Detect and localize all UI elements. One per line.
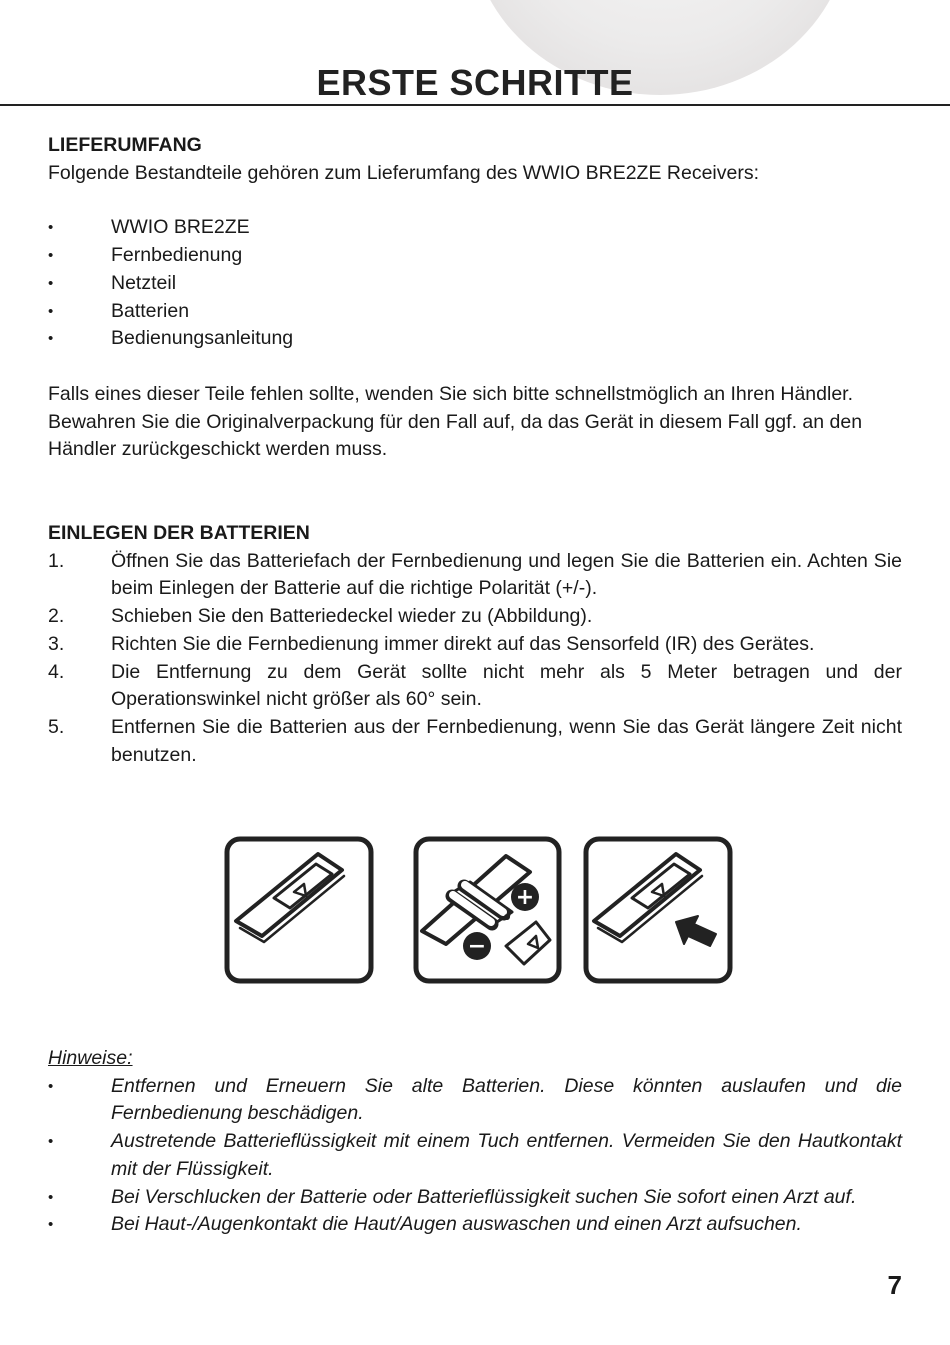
- battery-steps: [48, 548, 902, 770]
- notes-section: [48, 1045, 902, 1239]
- minus-icon: [463, 932, 491, 960]
- step-number: 3.: [48, 632, 65, 655]
- page-number: 7: [887, 1270, 902, 1300]
- section-heading-batteries: EINLEGEN DER BATTERIEN: [48, 522, 310, 545]
- plus-icon: [511, 883, 539, 911]
- main-content: [48, 132, 902, 769]
- list-item: • Netzteil: [48, 270, 902, 298]
- step-item: [48, 714, 902, 769]
- step-item: [48, 548, 902, 603]
- list-item: • Bedienungsanleitung: [48, 325, 902, 353]
- notes-title: Hinweise:: [48, 1047, 133, 1069]
- plus-symbol: +: [515, 885, 535, 910]
- header-rule: [0, 104, 950, 106]
- minus-symbol: −: [467, 934, 487, 959]
- note-item: • Entfernen und Erneuern Sie alte Batterien. Diese könnten auslaufen und die Fernbedienung beschädigen.: [48, 1073, 902, 1128]
- arrow-icon: [676, 916, 716, 946]
- list-item: • Batterien: [48, 298, 902, 326]
- step-number: 2.: [48, 605, 65, 628]
- page-title: ERSTE SCHRITTE: [316, 62, 634, 104]
- remote-closed-icon: [227, 839, 371, 981]
- section-heading-scope: LIEFERUMFANG: [48, 134, 202, 156]
- scope-intro: Folgende Bestandteile gehören zum Lieferumfang des WWIO BRE2ZE Receivers:: [48, 161, 760, 184]
- step-text: Entfernen Sie die Batterien aus der Fernbedienung, wenn Sie das Gerät längere Zeit nicht benutzen.: [111, 715, 902, 766]
- remote-open-icon: [416, 839, 559, 981]
- list-item: • WWIO BRE2ZE: [48, 214, 902, 242]
- scope-closing: Falls eines dieser Teile fehlen sollte, wenden Sie sich bitte schnellstmöglich an Ihren Händler. Bewahren Sie die Originalverpackung für den Fall auf, da das Gerät in diesem Fall ggf. an den Händler zurückgeschickt werden muss.: [48, 382, 863, 461]
- step-item: [48, 603, 902, 631]
- list-item: • Fernbedienung: [48, 242, 902, 270]
- battery-illustration: [224, 836, 734, 986]
- step-text: Öffnen Sie das Batteriefach der Fernbedienung und legen Sie die Batterien ein. Achten Sie beim Einlegen der Batterie auf die richtige Polarität (+/-).: [111, 549, 902, 600]
- notes-list: [48, 1073, 902, 1239]
- remote-closing-icon: [586, 839, 730, 981]
- scope-list: [48, 214, 902, 353]
- step-number: 5.: [48, 715, 65, 738]
- note-item: • Bei Haut-/Augenkontakt die Haut/Augen auswaschen und einen Arzt aufsuchen.: [48, 1211, 902, 1239]
- note-item: • Austretende Batterieflüssigkeit mit einem Tuch entfernen. Vermeiden Sie den Hautkontakt mit der Flüssigkeit.: [48, 1128, 902, 1183]
- step-text: Schieben Sie den Batteriedeckel wieder zu (Abbildung).: [111, 605, 593, 628]
- step-text: Die Entfernung zu dem Gerät sollte nicht mehr als 5 Meter betragen und der Operationswinkel nicht größer als 60° sein.: [111, 660, 902, 711]
- step-number: 4.: [48, 660, 65, 683]
- step-item: [48, 659, 902, 714]
- step-text: Richten Sie die Fernbedienung immer direkt auf das Sensorfeld (IR) des Gerätes.: [111, 632, 815, 655]
- note-item: • Bei Verschlucken der Batterie oder Batterieflüssigkeit suchen Sie sofort einen Arzt auf.: [48, 1184, 902, 1212]
- step-number: 1.: [48, 549, 65, 572]
- step-item: [48, 631, 902, 659]
